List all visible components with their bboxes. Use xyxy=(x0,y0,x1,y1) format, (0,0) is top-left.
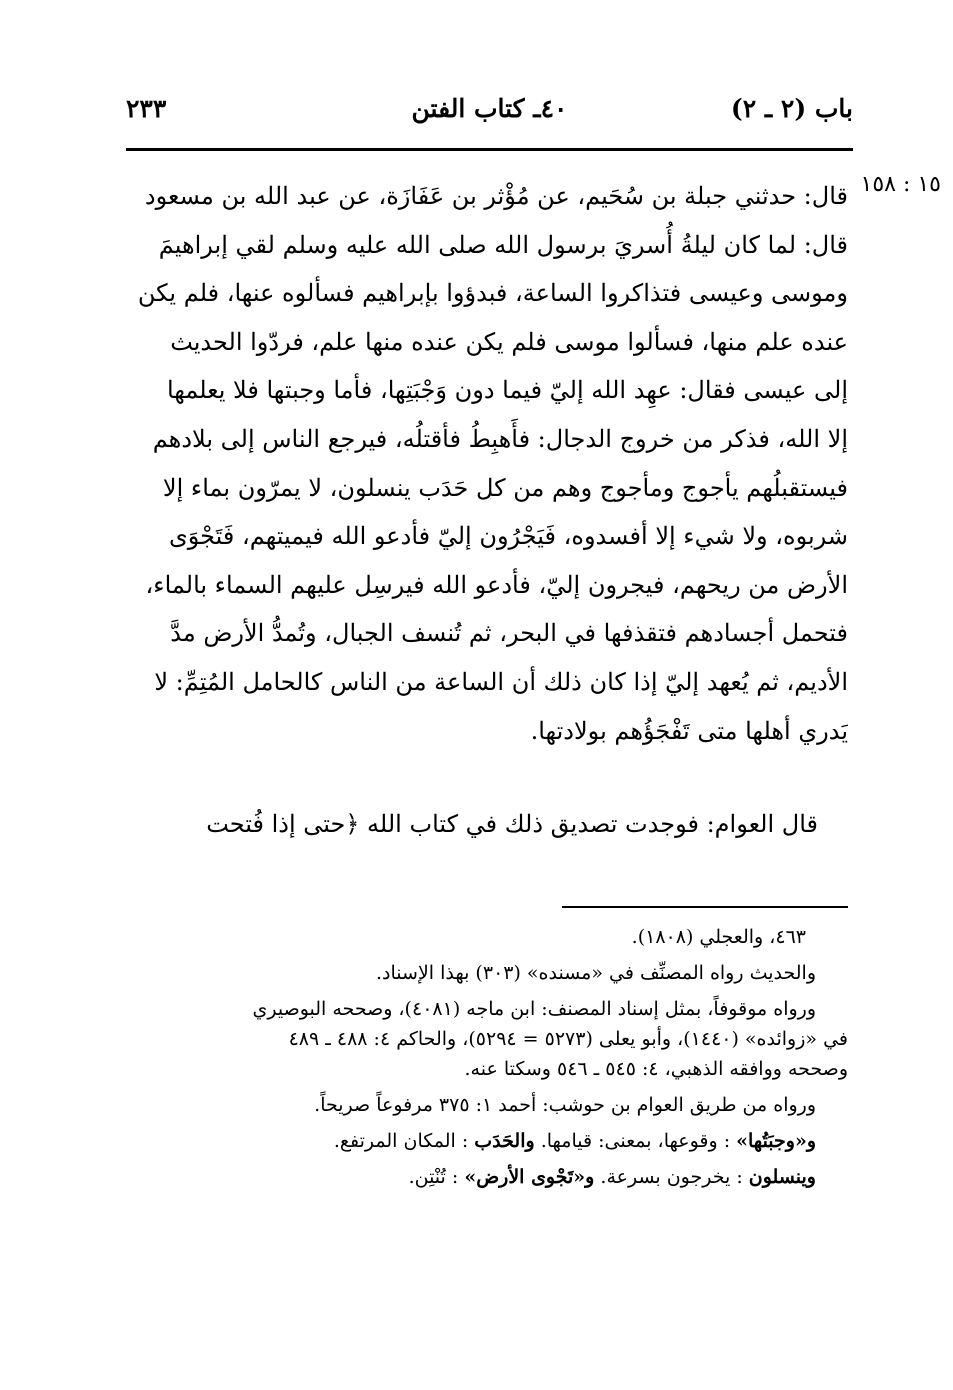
text-line: الأرض من ريحهم، فيجرون إليّ، فأدعو الله فيرسِل عليهم السماء بالماء، xyxy=(145,570,848,599)
text-line: فتحمل أجسادهم فتقذفها في البحر، ثم تُنسف الجبال، وتُمدُّ الأرض مدَّ xyxy=(170,619,848,648)
chapter-reference: باب (٢ ـ ٢) xyxy=(730,94,853,123)
gloss-definition: : المكان المرتفع. xyxy=(333,1130,469,1152)
gloss-term: و«وجبَتُها» xyxy=(736,1130,816,1152)
hadith-reference-number: ١٥ : ١٥٨ xyxy=(860,172,941,197)
text-line: إلا الله، فذكر من خروج الدجال: فأَهبِطُ فأقتلُه، فيرجع الناس إلى بلادهم xyxy=(152,424,848,453)
footnote-line: ورواه من طريق العوام بن حوشب: أحمد ١: ٣٧٥ مرفوعاً صريحاً. xyxy=(314,1094,816,1116)
gloss-term: وينسلون xyxy=(748,1166,816,1188)
gloss-definition: : يخرجون بسرعة. xyxy=(600,1166,743,1188)
gloss-definition: : وقوعها، بمعنى: قيامها. xyxy=(540,1130,731,1152)
footnote-line: في «زوائده» (١٤٤٠)، وأبو يعلى (٥٢٧٣ = ٥٢٩٤)، والحاكم ٤: ٤٨٨ ـ ٤٨٩ xyxy=(288,1028,848,1050)
gloss-term: و«تَجْوى الأرض» xyxy=(464,1166,595,1188)
text-line: يَدري أهلها متى تَفْجَؤُهم بولادتها. xyxy=(530,716,848,745)
text-line: الأديم، ثم يُعهد إليّ إذا كان ذلك أن الساعة من الناس كالحامل المُتِمِّ: لا xyxy=(154,667,848,696)
book-title: ٤٠ـ كتاب الفتن xyxy=(411,94,568,123)
text-line: عنده علم منها، فسألوا موسى فلم يكن عنده منها علم، فردّوا الحديث xyxy=(170,327,848,356)
footnote-line: والحديث رواه المصنِّف في «مسنده» (٣٠٣) بهذا الإسناد. xyxy=(376,962,816,984)
gloss-term: والحَدَب xyxy=(474,1130,535,1152)
footnote-line: وصححه ووافقه الذهبي، ٤: ٥٤٥ ـ ٥٤٦ وسكتا عنه. xyxy=(464,1058,848,1080)
text-line: قال: لما كان ليلةُ أُسريَ برسول الله صلى الله عليه وسلم لقي إبراهيمَ xyxy=(158,230,848,259)
page-number: ٢٣٣ xyxy=(126,94,167,123)
header-divider xyxy=(126,148,853,151)
text-line: إلى عيسى فقال: عهِد الله إليّ فيما دون وَجْبَتِها، فأما وجبتها فلا يعلمها xyxy=(166,376,848,405)
footnote-gloss-line xyxy=(134,1162,848,1192)
text-line: فيستقبلُهم يأجوج ومأجوج وهم من كل حَدَب ينسلون، لا يمرّون بماء إلا xyxy=(162,473,848,502)
awwam-paragraph: قال العوام: فوجدت تصديق ذلك في كتاب الله ﴿حتى إذا فُتحت xyxy=(206,810,818,838)
footnotes xyxy=(134,922,848,1192)
footnote-divider xyxy=(562,906,848,908)
hadith-text xyxy=(128,172,848,755)
text-line: قال: حدثني جبلة بن سُحَيم، عن مُؤْثر بن عَفَازَة، عن عبد الله بن مسعود xyxy=(144,182,848,210)
footnote-gloss-line xyxy=(134,1126,848,1156)
footnote-line: ٤٦٣، والعجلي (١٨٠٨). xyxy=(631,926,806,948)
page-header xyxy=(126,94,853,134)
footnote-line: ورواه موقوفاً، بمثل إسناد المصنف: ابن ماجه (٤٠٨١)، وصححه البوصيري xyxy=(252,998,816,1020)
gloss-definition: : تُنْتِن. xyxy=(408,1166,459,1188)
text-line: شربوه، ولا شيء إلا أفسدوه، فَيَجْرُون إليّ فأدعو الله فيميتهم، فَتَجْوَى xyxy=(168,522,848,551)
text-line: وموسى وعيسى فتذاكروا الساعة، فبدؤوا بإبراهيم فسألوه عنها، فلم يكن xyxy=(137,279,848,308)
